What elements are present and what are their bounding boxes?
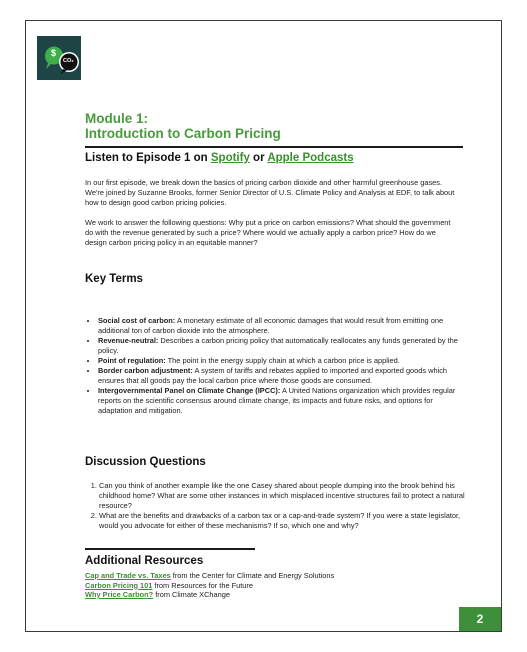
document-page	[25, 20, 502, 632]
podcast-logo	[37, 36, 81, 80]
list-item: • Point of regulation: The point in the energy supply chain at which a carbon price is applied.	[98, 356, 468, 366]
resource-item: Carbon Pricing 101 from Resources for the Future	[85, 580, 253, 590]
resource-item: Cap and Trade vs. Taxes from the Center for Climate and Energy Solutions	[85, 571, 335, 580]
list-item: • Border carbon adjustment: A system of tariffs and rebates applied to imported and exported goods which ensures that all goods pay the local carbon price where those goods are consumed.	[98, 366, 468, 386]
list-item: 2. What are the benefits and drawbacks of a carbon tax or a cap-and-trade system? If you were a state legislator, would you advocate for either of these mechanisms? If so, which one and why?	[99, 511, 471, 531]
resource-link[interactable]: Carbon Pricing 101	[85, 580, 153, 590]
resources-heading: Additional Resources	[85, 555, 204, 567]
resource-link[interactable]: Cap and Trade vs. Taxes	[85, 571, 171, 580]
intro-paragraph-1: In our first episode, we break down the basics of pricing carbon dioxide and other harmful greenhouse gases. We're joined by Suzanne Brooks, former Senior Director of U.S. Climate Policy and Analysis at EDF, to talk about how to design good carbon pricing policies.	[85, 178, 455, 207]
listen-heading	[85, 152, 354, 164]
title-divider	[85, 146, 463, 148]
key-terms-list	[85, 316, 468, 416]
page-number: 2	[459, 607, 501, 631]
resources-list	[85, 571, 457, 600]
listen-or: or	[249, 152, 268, 164]
intro-paragraph-2: We work to answer the following questions: Why put a price on carbon emissions? What should the government do with the revenue generated by such a price? Where would we actually apply a carbon price? How do we design carbon pricing policy in an equitable manner?	[85, 218, 451, 247]
co2-glyph: CO₂	[63, 58, 74, 64]
list-item: • Revenue-neutral: Describes a carbon pricing policy that automatically reallocates any funds generated by the policy.	[98, 336, 468, 356]
resources-divider	[85, 548, 255, 550]
discussion-heading: Discussion Questions	[85, 456, 206, 468]
module-number: Module 1:	[85, 111, 148, 126]
apple-podcasts-link[interactable]: Apple Podcasts	[267, 152, 354, 164]
module-name: Introduction to Carbon Pricing	[85, 126, 281, 141]
module-title	[85, 111, 445, 141]
spotify-link[interactable]: Spotify	[210, 152, 250, 164]
discussion-list	[85, 481, 471, 531]
resource-item: Why Price Carbon? from Climate XChange	[85, 590, 230, 599]
list-item: • Intergovernmental Panel on Climate Change (IPCC): A United Nations organization which provides regular reports on the scientific consensus around climate change, its impacts and future risks, and options for adaptation and mitigation.	[98, 386, 468, 416]
speech-bubbles-icon	[37, 36, 81, 80]
listen-prefix: Listen to Episode 1 on	[85, 152, 211, 164]
key-terms-heading: Key Terms	[85, 273, 143, 285]
list-item: 1. Can you think of another example like the one Casey shared about people dumping into the brook behind his childhood home? What are some other instances in which misplaced incentive structures fail to protect a natural resource?	[99, 481, 471, 511]
resource-link[interactable]: Why Price Carbon?	[85, 590, 154, 599]
list-item: • Social cost of carbon: A monetary estimate of all economic damages that would result from emitting one additional ton of carbon dioxide into the atmosphere.	[98, 316, 468, 336]
dollar-glyph: $	[51, 48, 57, 58]
